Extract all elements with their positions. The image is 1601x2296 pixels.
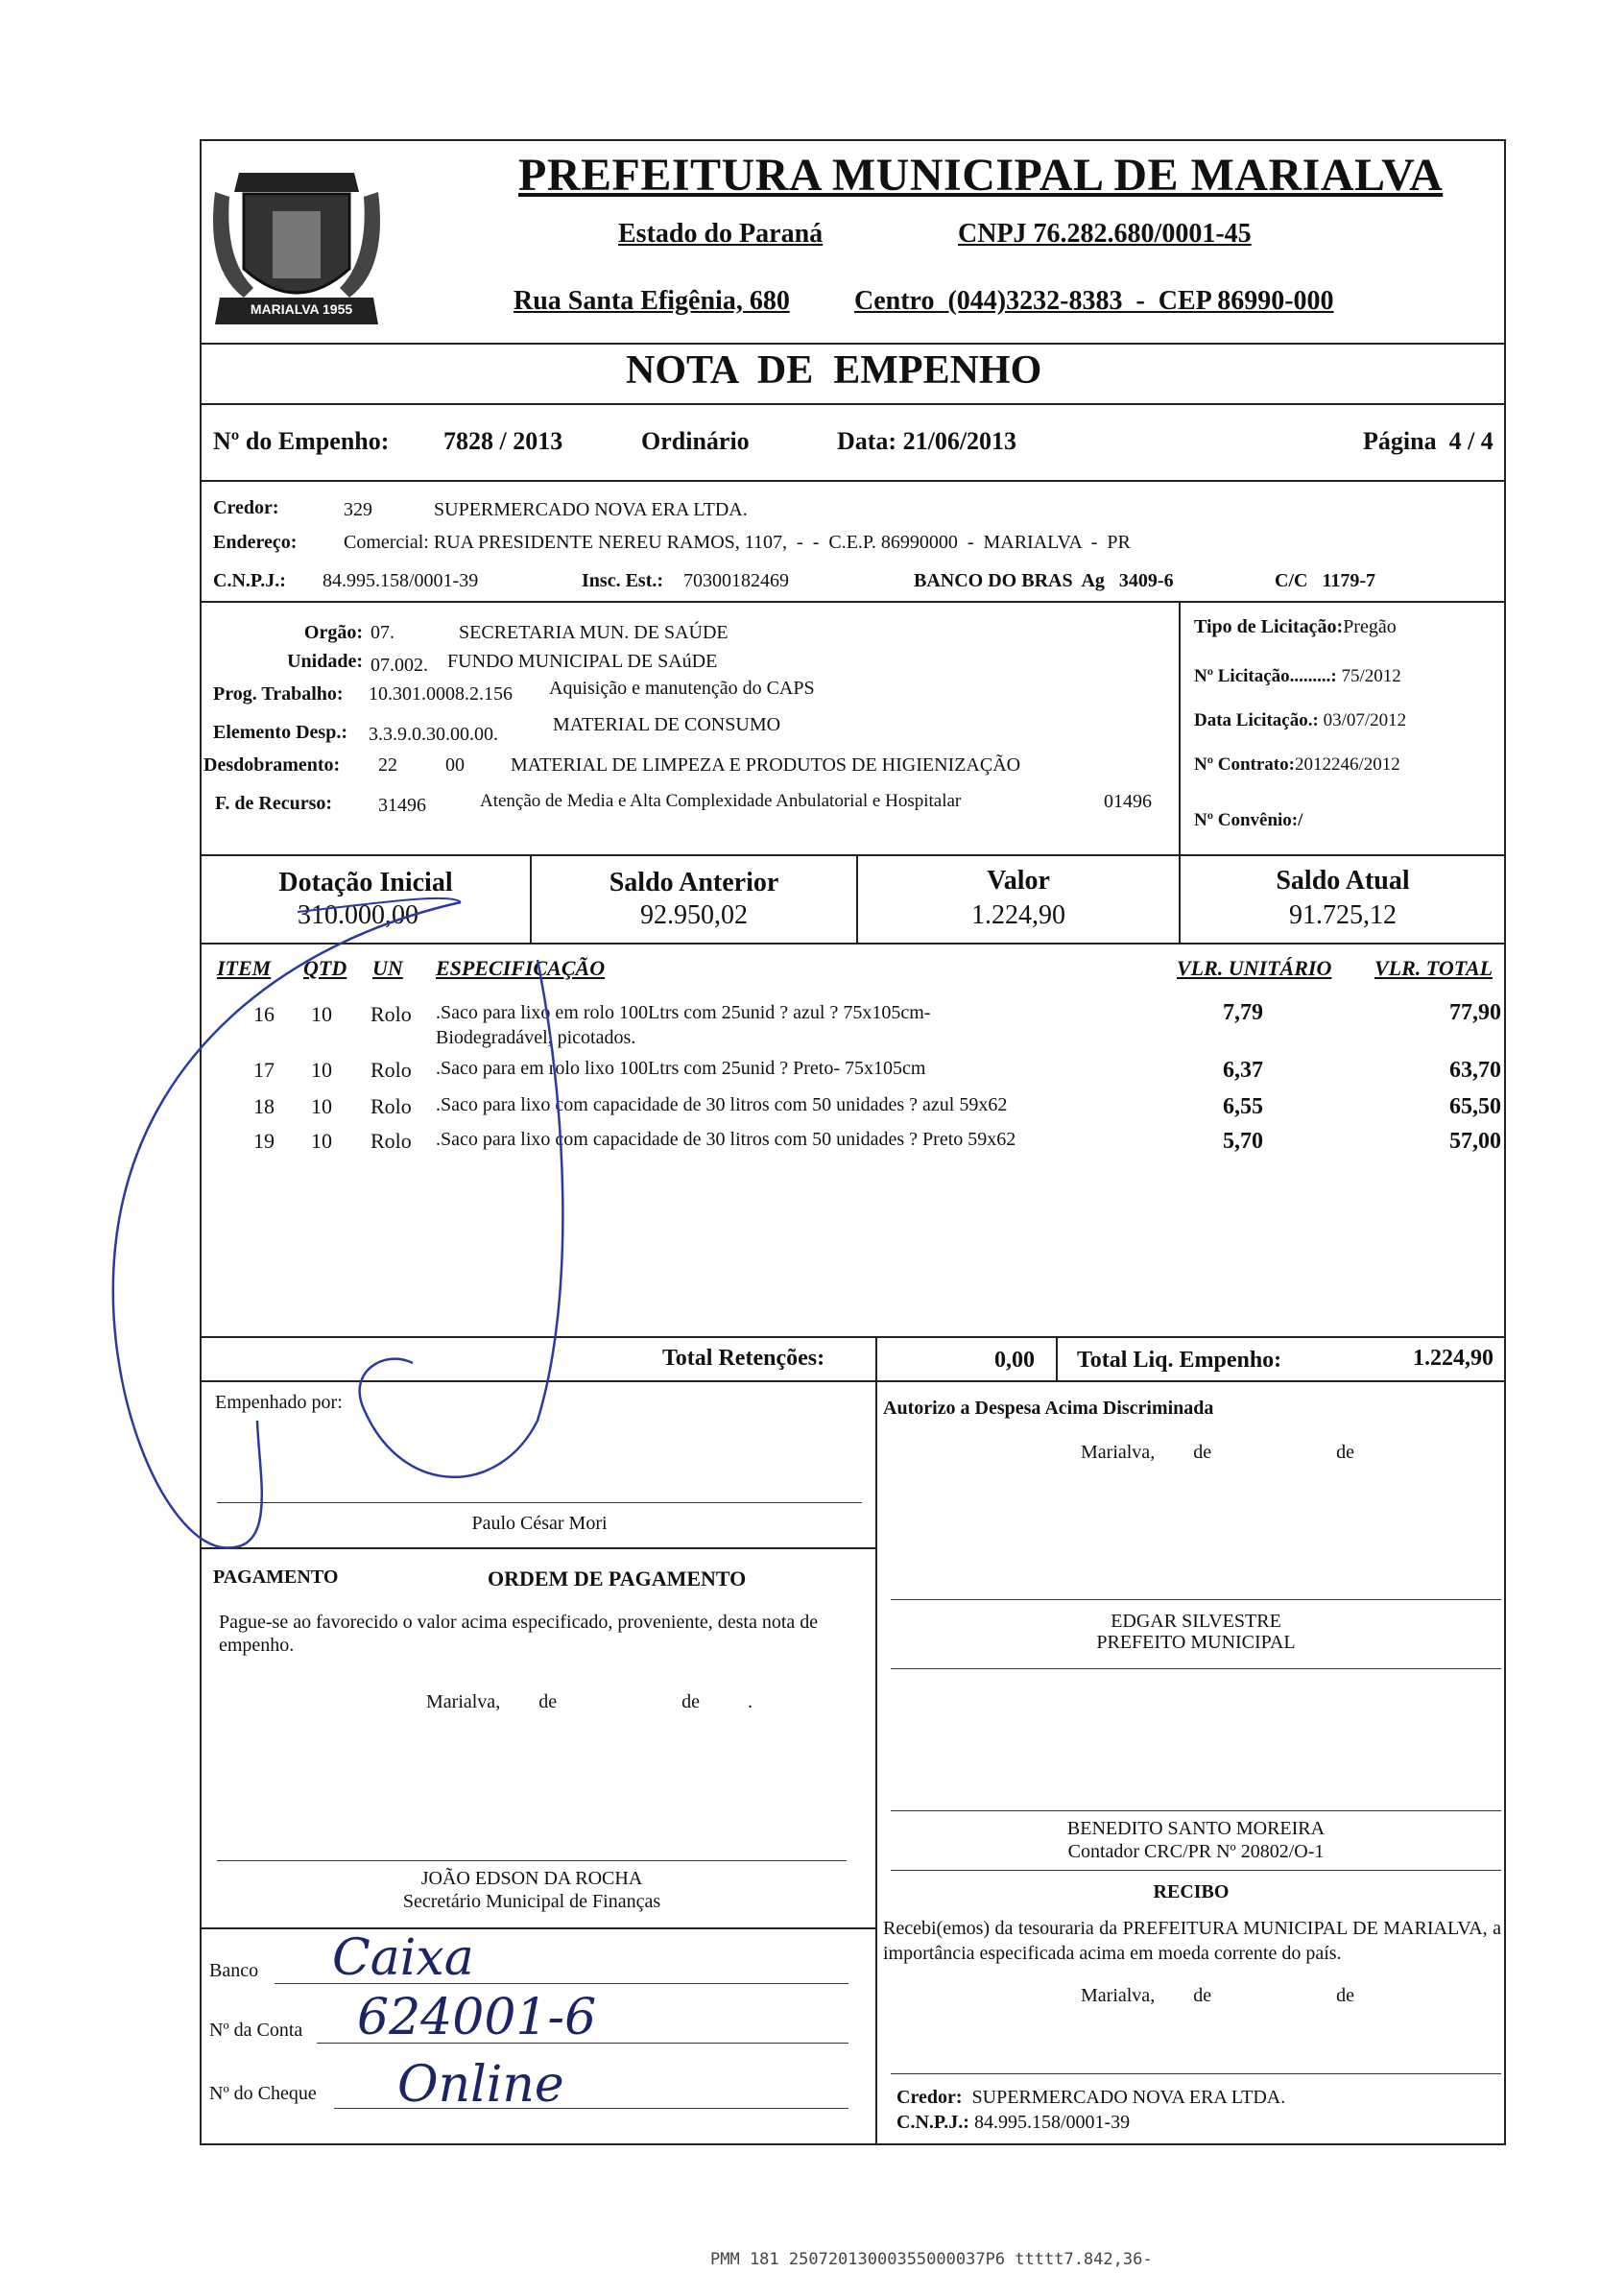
licitacao-number-value: 75/2012 [1341,666,1401,686]
licitacao-tipo-label: Tipo de Licitação: [1194,616,1344,637]
header-street: Rua Santa Efigênia, 680 [514,286,790,316]
address-label: Endereço: [213,532,298,553]
pagamento-label: PAGAMENTO [213,1567,339,1588]
retencoes-value: 0,00 [994,1348,1035,1373]
item-desc: .Saco para em rolo lixo 100Ltrs com 25unid ? Preto- 75x105cm [436,1058,926,1079]
saldo-atual-value: 91.725,12 [1289,900,1397,930]
saldo-anterior-label: Saldo Anterior [609,868,779,897]
cheque-label: Nº do Cheque [209,2083,317,2104]
orgao-code: 07. [370,622,394,643]
licitacao-number-label: Nº Licitação.........: [1194,666,1337,686]
item-un: Rolo [370,1094,412,1118]
valor-label: Valor [987,866,1050,896]
desd-code: 22 [378,754,397,776]
total-liq-label: Total Liq. Empenho: [1077,1348,1282,1373]
scan-footer-code: PMM 181 25072013000355000037P6 ttttt7.842,36- [710,2250,1153,2269]
header-cnpj: CNPJ 76.282.680/0001-45 [958,219,1252,249]
item-qtd: 10 [311,1129,332,1153]
unidade-label: Unidade: [287,651,363,672]
contrato-label: Nº Contrato: [1194,754,1295,775]
recibo-credor-name: SUPERMERCADO NOVA ERA LTDA. [971,2087,1286,2108]
recurso-ref: 01496 [1104,791,1152,812]
cnpj-label: C.N.P.J.: [213,570,286,591]
empenho-type: Ordinário [641,427,750,455]
header-title: PREFEITURA MUNICIPAL DE MARIALVA [518,150,1444,201]
item-unit-price: 5,70 [1223,1129,1263,1154]
contador-name: BENEDITO SANTO MOREIRA [1066,1818,1326,1839]
header-district: Centro (044)3232-8383 - CEP 86990-000 [854,286,1334,316]
banco-label: Banco [209,1960,259,1981]
ordem-pagamento-label: ORDEM DE PAGAMENTO [488,1567,747,1590]
recibo-date: Marialva, de de [1081,1985,1354,2006]
retencoes-label: Total Retenções: [662,1346,825,1371]
credor-bank: BANCO DO BRAS Ag 3409-6 [914,570,1174,591]
col-espec: ESPECIFICAÇÃO [436,956,606,980]
saldo-anterior-value: 92.950,02 [640,900,748,930]
item-desc: .Saco para lixo com capacidade de 30 litros com 50 unidades ? azul 59x62 [436,1094,1008,1115]
credor-cc: C/C 1179-7 [1275,570,1375,591]
item-desc: .Saco para lixo em rolo 100Ltrs com 25unid ? azul ? 75x105cm- [436,1002,931,1023]
total-liq-value: 1.224,90 [1413,1346,1493,1371]
credor-insc: 70300182469 [683,570,789,591]
conta-label: Nº da Conta [209,2020,303,2041]
desd-name: MATERIAL DE LIMPEZA E PRODUTOS DE HIGIENIZAÇÃO [511,754,1021,776]
elem-code: 3.3.9.0.30.00.00. [369,724,498,745]
item-number: 17 [253,1058,275,1082]
contador-title: Contador CRC/PR Nº 20802/O-1 [1067,1841,1325,1862]
credor-code: 329 [344,499,372,520]
recibo-title: RECIBO [1153,1881,1230,1902]
unidade-name: FUNDO MUNICIPAL DE SAúDE [447,651,718,672]
col-unit: VLR. UNITÁRIO [1177,956,1332,980]
col-qtd: QTD [303,956,347,980]
recibo-text: Recebi(emos) da tesouraria da PREFEITURA MUNICIPAL DE MARIALVA, a importância especificada acima em moeda corrente do país. [883,1918,1501,1964]
prefeito-name: EDGAR SILVESTRE [1111,1611,1281,1632]
item-un: Rolo [370,1002,412,1026]
item-desc: .Saco para lixo com capacidade de 30 litros com 50 unidades ? Preto 59x62 [436,1129,1016,1150]
logo-banner-text: MARIALVA 1955 [250,301,353,317]
prog-label: Prog. Trabalho: [213,683,344,705]
item-total: 57,00 [1449,1129,1501,1154]
empenhado-label: Empenhado por: [215,1392,343,1413]
valor-value: 1.224,90 [971,900,1065,930]
saldo-atual-label: Saldo Atual [1276,866,1410,896]
autorizo-label: Autorizo a Despesa Acima Discriminada [883,1398,1214,1419]
col-un: UN [372,956,403,980]
item-number: 18 [253,1094,275,1118]
item-qtd: 10 [311,1094,332,1118]
orgao-label: Orgão: [303,622,363,643]
recurso-code: 31496 [378,795,426,816]
autorizo-date: Marialva, de de [1081,1442,1354,1463]
licitacao-date-value: 03/07/2012 [1323,710,1407,730]
prog-code: 10.301.0008.2.156 [369,683,513,705]
pague-text: Pague-se ao favorecido o valor acima especificado, proveniente, desta nota de empenho. [219,1612,819,1656]
licitacao-tipo-value: Pregão [1343,616,1397,637]
prog-name: Aquisição e manutenção do CAPS [549,678,815,699]
document-title: NOTA DE EMPENHO [626,348,1042,393]
recibo-cnpj-label: C.N.P.J.: [896,2112,969,2133]
item-desc-cont: Biodegradável, picotados. [436,1027,636,1048]
item-un: Rolo [370,1058,412,1082]
item-number: 19 [253,1129,275,1153]
desd-sub: 00 [445,754,465,776]
recibo-cnpj-value: 84.995.158/0001-39 [973,2112,1131,2133]
empenho-date: Data: 21/06/2013 [837,427,1017,455]
elem-label: Elemento Desp.: [213,722,347,743]
desd-label: Desdobramento: [203,754,341,776]
banco-handwritten-signature: Caixa [332,1929,474,1987]
recurso-name: Atenção de Media e Alta Complexidade Anbulatorial e Hospitalar [480,791,962,811]
secretario-name: JOÃO EDSON DA ROCHA [420,1868,643,1889]
credor-name: SUPERMERCADO NOVA ERA LTDA. [434,499,748,520]
item-unit-price: 7,79 [1223,1000,1263,1025]
item-unit-price: 6,55 [1223,1094,1263,1119]
contrato-value: 2012246/2012 [1294,754,1400,775]
col-item: ITEM [217,956,272,980]
item-unit-price: 6,37 [1223,1058,1263,1083]
dotacao-label: Dotação Inicial [278,868,453,897]
cheque-handwritten-signature: Online [397,2056,564,2114]
recibo-credor-label: Credor: [896,2087,963,2108]
credor-label: Credor: [213,497,279,518]
col-total: VLR. TOTAL [1374,956,1493,980]
convenio: Nº Convênio:/ [1194,810,1303,830]
credor-address: Comercial: RUA PRESIDENTE NEREU RAMOS, 1107, - - C.E.P. 86990000 - MARIALVA - PR [344,532,1131,553]
item-un: Rolo [370,1129,412,1153]
insc-label: Insc. Est.: [582,570,664,591]
item-qtd: 10 [311,1058,332,1082]
empenho-number: 7828 / 2013 [443,427,563,455]
empenho-number-label: Nº do Empenho: [213,427,390,455]
item-qtd: 10 [311,1002,332,1026]
secretario-title: Secretário Municipal de Finanças [402,1891,661,1912]
item-total: 63,70 [1449,1058,1501,1083]
unidade-code: 07.002. [370,655,428,676]
item-total: 65,50 [1449,1094,1501,1119]
item-number: 16 [253,1002,275,1026]
prefeito-title: PREFEITO MUNICIPAL [1096,1632,1296,1653]
empenhado-name: Paulo César Mori [471,1513,608,1534]
orgao-name: SECRETARIA MUN. DE SAÚDE [459,622,729,643]
licitacao-date-label: Data Licitação.: [1194,710,1319,730]
recurso-label: F. de Recurso: [215,793,333,814]
elem-name: MATERIAL DE CONSUMO [553,714,781,735]
header-state: Estado do Paraná [618,219,824,249]
pagamento-date: Marialva, de de . [426,1691,753,1712]
item-total: 77,90 [1449,1000,1501,1025]
dotacao-value: 310.000,00 [298,900,418,930]
conta-handwritten-signature: 624001-6 [357,1989,597,2046]
credor-cnpj: 84.995.158/0001-39 [323,570,479,591]
page-number: Página 4 / 4 [1363,427,1493,455]
